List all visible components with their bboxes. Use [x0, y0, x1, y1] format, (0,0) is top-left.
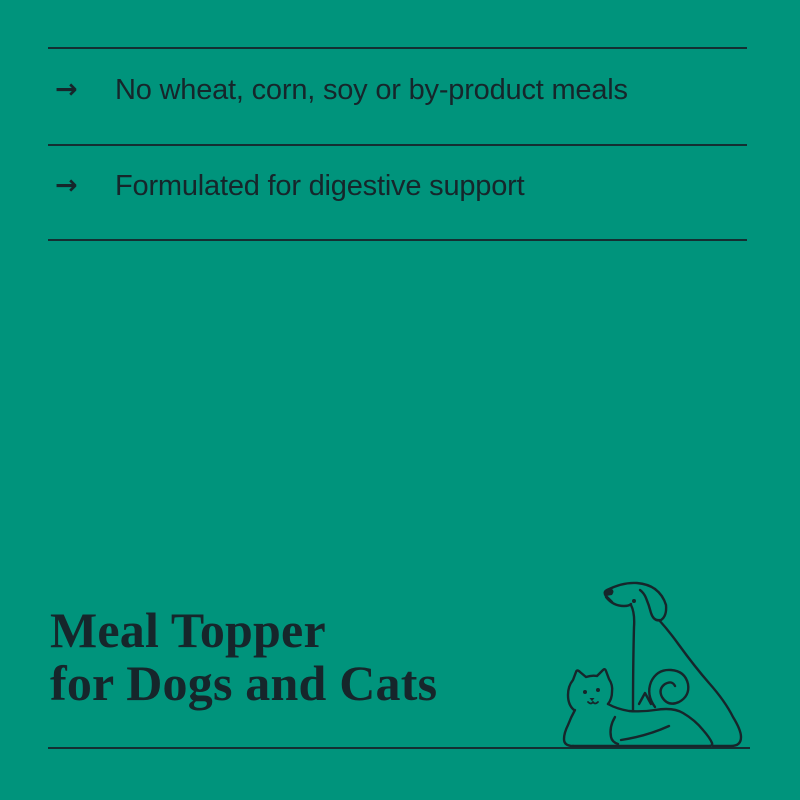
feature-text: Formulated for digestive support: [115, 170, 525, 202]
product-title-line-2: for Dogs and Cats: [50, 655, 438, 711]
divider-line-middle: [48, 144, 747, 146]
feature-text: No wheat, corn, soy or by-product meals: [115, 74, 628, 106]
arrow-right-icon: →: [55, 74, 78, 105]
arrow-right-icon: →: [55, 170, 78, 201]
product-title-line-1: Meal Topper: [50, 602, 326, 658]
divider-line-bottom: [48, 747, 750, 749]
divider-line-lower: [48, 239, 747, 241]
divider-line-top: [48, 47, 747, 49]
product-title: [50, 604, 437, 710]
feature-bullet-1: [55, 73, 628, 108]
dog-and-cat-illustration: [555, 575, 775, 760]
feature-bullet-2: [55, 169, 524, 204]
